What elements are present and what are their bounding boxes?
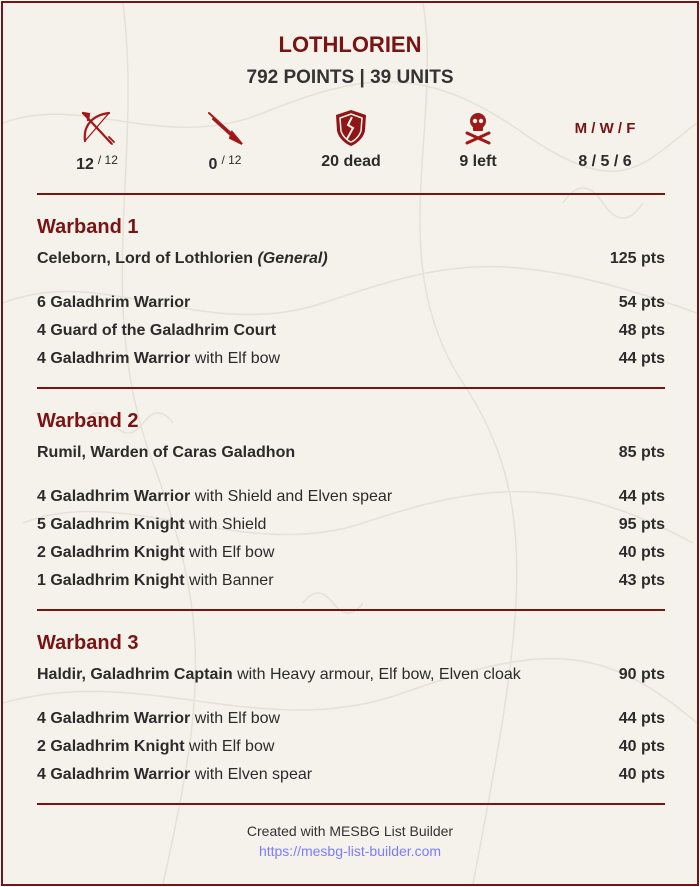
throwing-count: 0: [208, 156, 218, 173]
unit-row: [37, 544, 665, 562]
warband-title: Warband 2: [37, 410, 139, 432]
unit-points: 44 pts: [618, 710, 665, 727]
unit-points: 95 pts: [618, 516, 665, 533]
unit-points: 43 pts: [618, 572, 665, 589]
warband-leader: [37, 666, 665, 684]
throwing-weapon-stat: [180, 107, 270, 174]
unit-name: 5 Galadhrim Knight: [37, 516, 185, 533]
unit-row: [37, 766, 665, 784]
unit-row: [37, 572, 665, 590]
dead-stat: [306, 107, 396, 171]
unit-name: 4 Galadhrim Warrior: [37, 488, 191, 505]
broken-shield-icon: [334, 109, 368, 147]
unit-row: [37, 350, 665, 368]
leader-name: Haldir, Galadhrim Captain: [37, 666, 233, 683]
army-list-content: [3, 3, 697, 884]
unit-points: 40 pts: [618, 738, 665, 755]
warband-title: Warband 3: [37, 632, 139, 654]
leader-points: 85 pts: [618, 444, 665, 461]
warband-leader: [37, 250, 665, 268]
unit-options: with Elf bow: [194, 350, 281, 367]
army-title: LOTHLORIEN: [278, 32, 422, 57]
mwf-label: M / W / F: [574, 119, 636, 137]
unit-options: with Elf bow: [194, 710, 281, 727]
unit-points: 54 pts: [618, 294, 665, 311]
bow-icon: [79, 109, 115, 147]
unit-points: 48 pts: [618, 322, 665, 339]
leader-points: 125 pts: [609, 250, 665, 267]
unit-options: with Elf bow: [189, 544, 275, 561]
footer-credit: Created with MESBG List Builder: [246, 823, 454, 839]
unit-row: [37, 322, 665, 340]
unit-points: 44 pts: [618, 488, 665, 505]
bow-stat: [52, 107, 142, 174]
dead-count: 20 dead: [321, 153, 381, 170]
warband-title: Warband 1: [37, 216, 139, 238]
unit-row: [37, 294, 665, 312]
unit-name: 2 Galadhrim Knight: [37, 738, 185, 755]
unit-options: with Banner: [189, 572, 274, 589]
unit-options: with Elven spear: [194, 766, 313, 783]
leader-name: Rumil, Warden of Caras Galadhon: [37, 444, 296, 461]
remaining-count: 9 left: [459, 153, 497, 170]
mwf-stat: [560, 107, 650, 171]
footer-link[interactable]: https://mesbg-list-builder.com: [258, 843, 442, 859]
skull-crossbones-icon: [463, 111, 493, 145]
unit-row: [37, 738, 665, 756]
unit-options: with Elf bow: [189, 738, 275, 755]
unit-name: 2 Galadhrim Knight: [37, 544, 185, 561]
warband-leader: [37, 444, 665, 462]
throwing-limit: / 12: [221, 153, 242, 167]
throwing-weapon-icon: [206, 110, 244, 146]
unit-row: [37, 516, 665, 534]
divider: [37, 803, 665, 805]
remaining-stat: [433, 107, 523, 171]
unit-name: 4 Galadhrim Warrior: [37, 710, 191, 727]
divider: [37, 193, 665, 195]
army-summary: 792 POINTS | 39 UNITS: [246, 67, 454, 88]
unit-row: [37, 710, 665, 728]
leader-name: Celeborn, Lord of Lothlorien: [37, 250, 253, 267]
unit-points: 40 pts: [618, 766, 665, 783]
army-list-sheet: [1, 1, 699, 886]
leader-points: 90 pts: [618, 666, 665, 683]
divider: [37, 609, 665, 611]
unit-options: with Shield: [189, 516, 267, 533]
mwf-values: 8 / 5 / 6: [578, 153, 632, 170]
unit-name: 4 Galadhrim Warrior: [37, 350, 191, 367]
bow-limit: / 12: [97, 153, 118, 167]
unit-name: 6 Galadhrim Warrior: [37, 294, 191, 311]
unit-points: 44 pts: [618, 350, 665, 367]
unit-options: with Shield and Elven spear: [194, 488, 393, 505]
unit-points: 40 pts: [618, 544, 665, 561]
divider: [37, 387, 665, 389]
leader-role: (General): [257, 250, 328, 267]
unit-name: 4 Galadhrim Warrior: [37, 766, 191, 783]
unit-name: 4 Guard of the Galadhrim Court: [37, 322, 277, 339]
leader-options: with Heavy armour, Elf bow, Elven cloak: [237, 666, 521, 683]
unit-name: 1 Galadhrim Knight: [37, 572, 185, 589]
unit-row: [37, 488, 665, 506]
bow-count: 12: [76, 156, 94, 173]
